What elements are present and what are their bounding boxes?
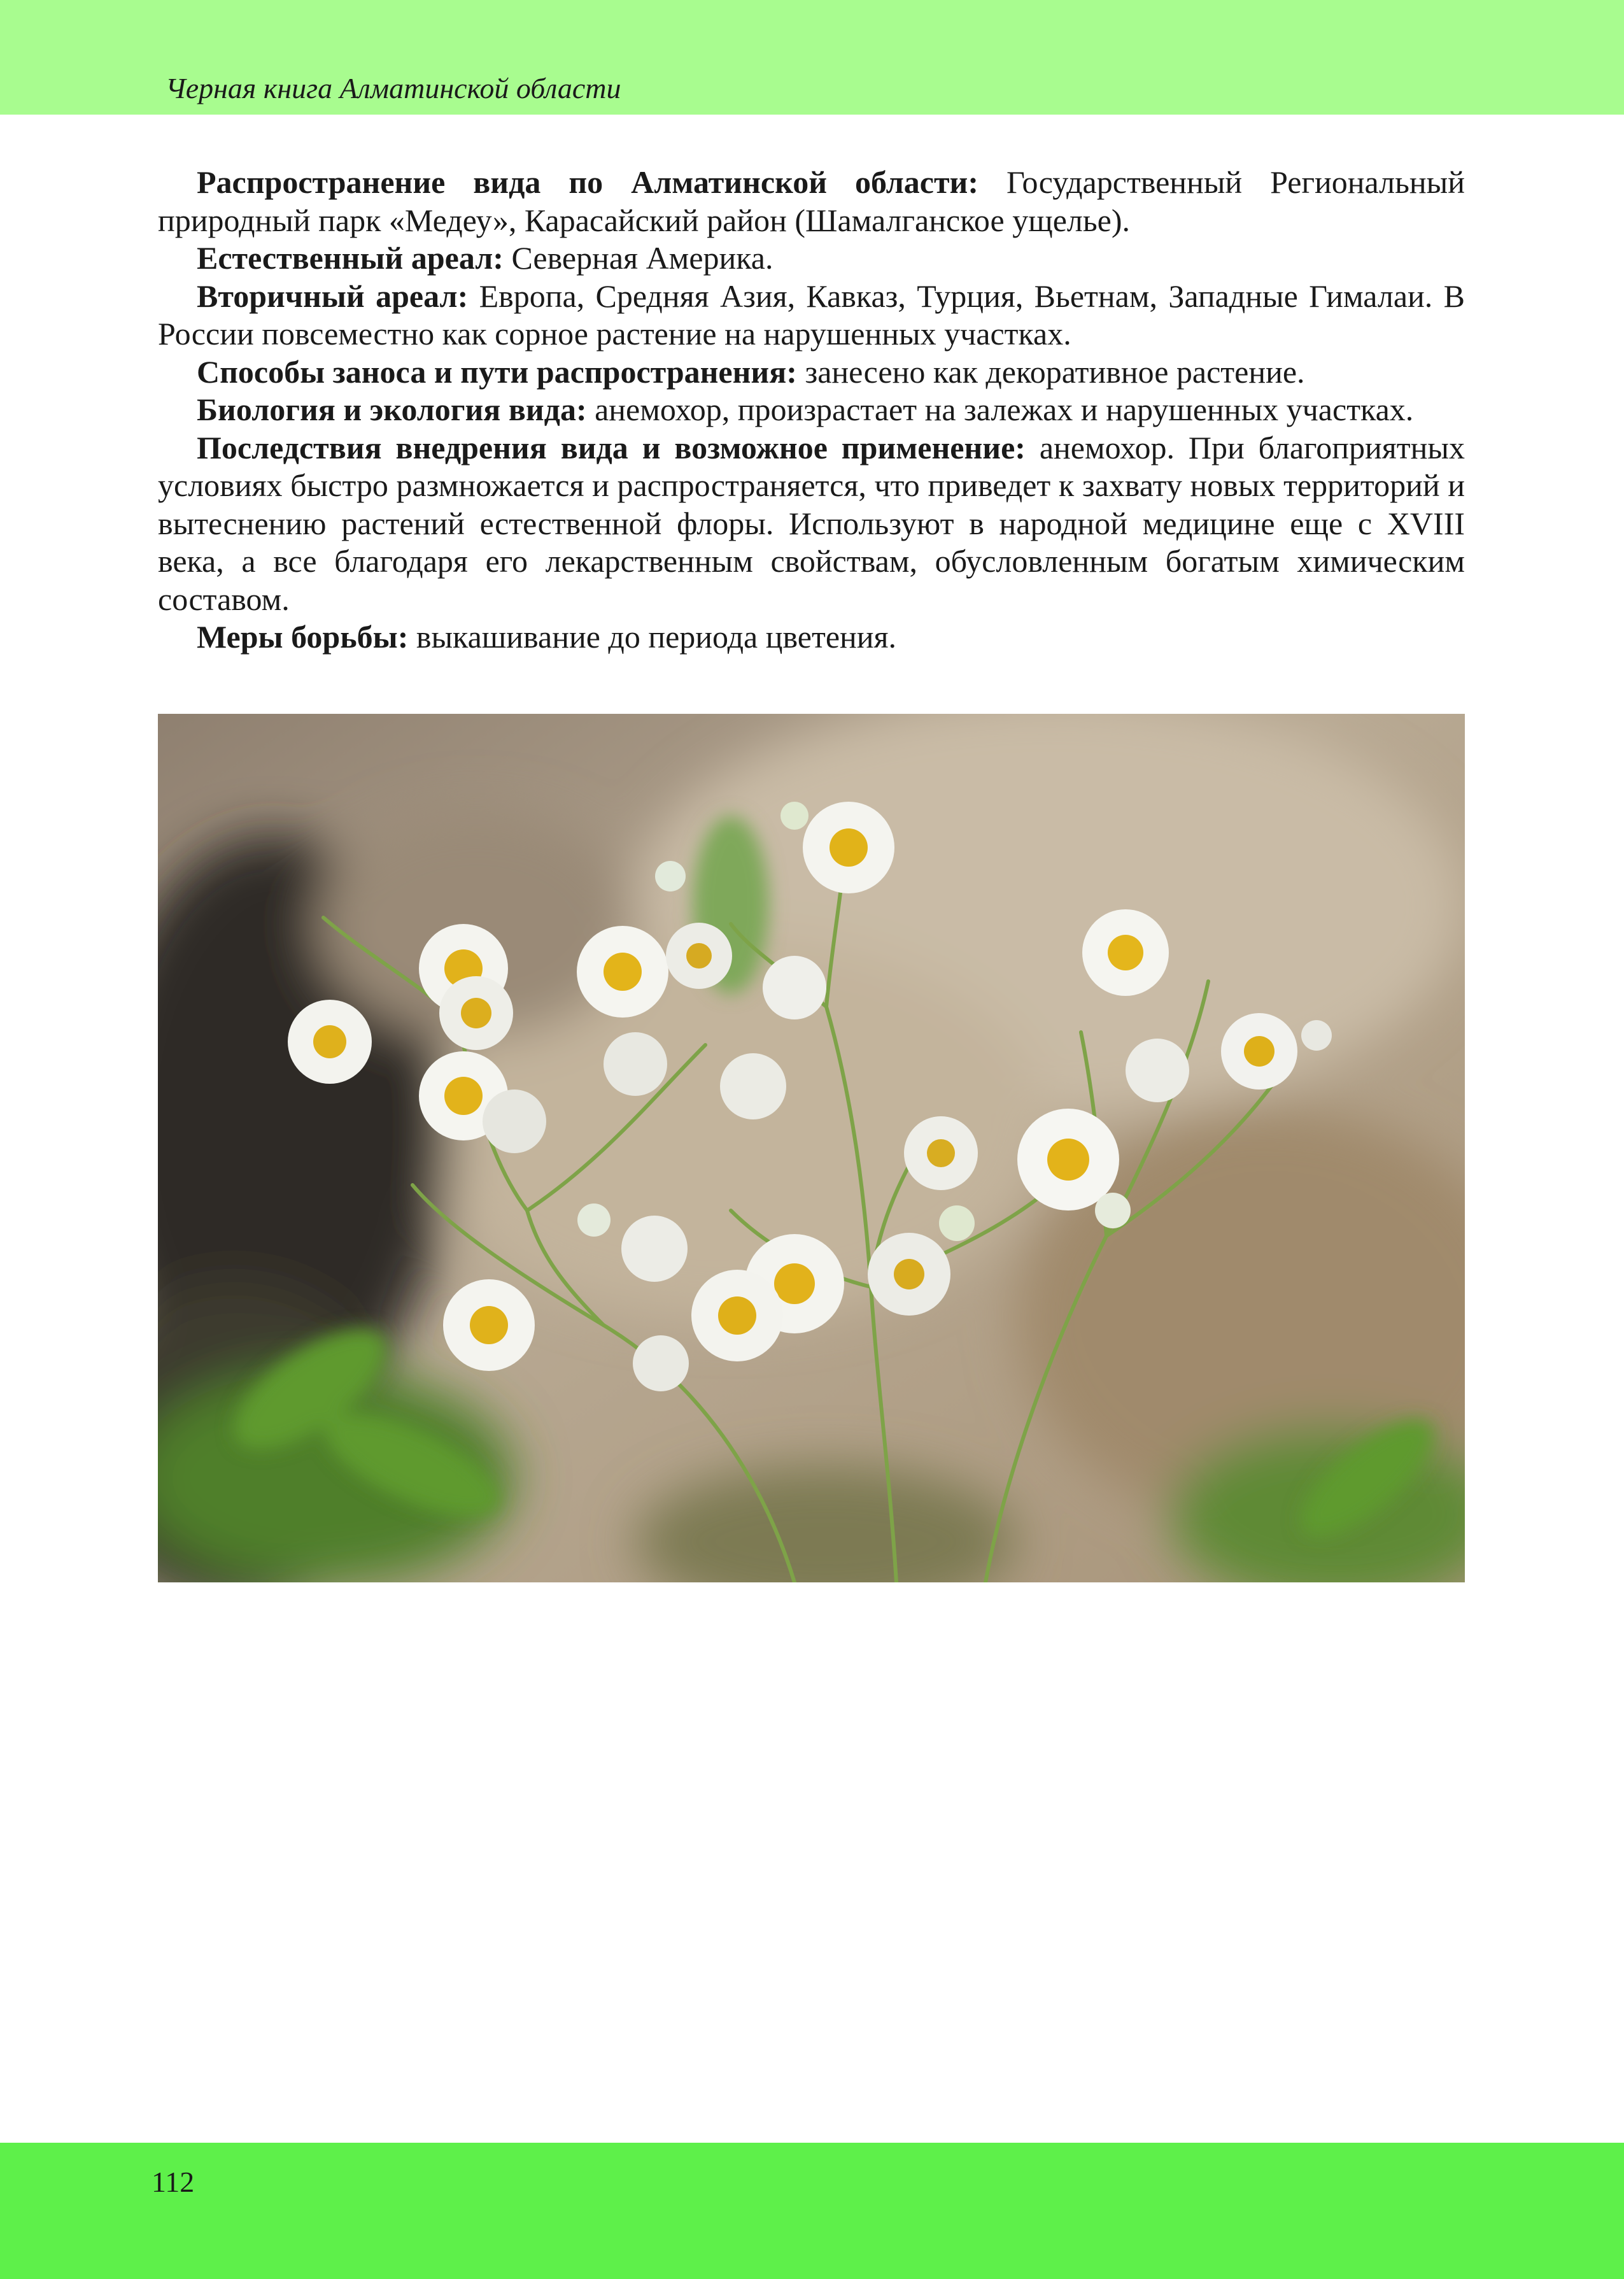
paragraph-biology-ecology	[158, 391, 1465, 429]
fleabane-flowers-illustration	[158, 714, 1465, 1582]
paragraph-introduction-paths	[158, 353, 1465, 392]
paragraph-distribution	[158, 164, 1465, 239]
paragraph-text: анемохор. При благоприятных условиях быстро размножается и распространяется, что приведет к захвату новых территорий и вытеснению растений естественной флоры. Используют в народной медицине еще с XVIII века, а все благодаря его лекарственным свойствам, обусловленным богатым химическим составом.	[158, 429, 1465, 617]
paragraph-label: Естественный ареал:	[197, 240, 504, 276]
paragraph-native-range	[158, 239, 1465, 278]
paragraph-label: Способы заноса и пути распространения:	[197, 353, 797, 390]
running-header-title: Черная книга Алматинской области	[166, 72, 621, 104]
paragraph-text: Европа, Средняя Азия, Кавказ, Турция, Вьетнам, Западные Гималаи. В России повсеместно как сорное растение на нарушенных участках.	[158, 278, 1465, 351]
paragraph-secondary-range	[158, 278, 1465, 353]
paragraph-text: Государственный Региональный природный парк «Медеу», Карасайский район (Шамалганское ущелье).	[158, 164, 1465, 238]
plant-photo	[158, 714, 1465, 1582]
paragraph-consequences	[158, 429, 1465, 619]
article-body	[158, 164, 1465, 657]
paragraph-label: Последствия внедрения вида и возможное применение:	[197, 429, 1026, 465]
paragraph-text: выкашивание до периода цветения.	[408, 619, 897, 655]
footer-band	[0, 2143, 1624, 2279]
paragraph-label: Вторичный ареал:	[197, 278, 469, 314]
paragraph-label: Биология и экология вида:	[197, 392, 587, 427]
paragraph-label: Распространение вида по Алматинской области:	[197, 164, 979, 200]
paragraph-text: Северная Америка.	[503, 240, 773, 276]
paragraph-text: занесено как декоративное растение.	[796, 353, 1305, 390]
paragraph-label: Меры борьбы:	[197, 619, 409, 655]
paragraph-text: анемохор, произрастает на залежах и нарушенных участках.	[586, 392, 1414, 427]
page-number: 112	[152, 2166, 195, 2198]
paragraph-control-measures	[158, 618, 1465, 657]
